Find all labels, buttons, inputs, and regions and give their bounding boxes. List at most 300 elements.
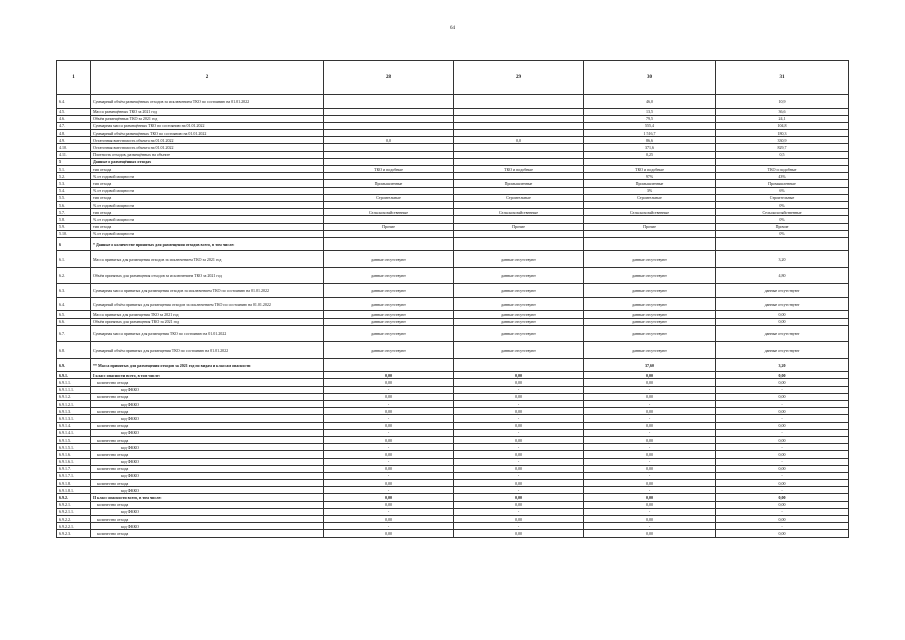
table-row	[57, 487, 849, 494]
value-cell: 97%	[584, 173, 716, 180]
value-cell	[454, 144, 584, 151]
row-number-cell: 6.4.	[57, 95, 91, 109]
value-cell: 10,9	[716, 95, 849, 109]
value-cell	[454, 122, 584, 129]
row-number-cell: 6.3.	[57, 284, 91, 298]
value-cell	[454, 237, 584, 251]
value-cell: данные отсутствуют	[454, 284, 584, 298]
row-number-cell: 4.5.	[57, 108, 91, 115]
row-number-cell: 6.7.	[57, 325, 91, 342]
value-cell: 0,5	[716, 151, 849, 158]
table-row	[57, 451, 849, 458]
value-cell: -	[324, 508, 454, 515]
row-description-cell: * Данные о количестве принятых для размещения отходов всего, в том числе:	[91, 237, 324, 251]
value-cell: 6%	[716, 187, 849, 194]
value-cell: 0,00	[584, 436, 716, 443]
value-cell: Сельскохозяйственные	[454, 209, 584, 216]
row-number-cell: 5.7.	[57, 209, 91, 216]
row-number-cell: 5.3.	[57, 180, 91, 187]
value-cell	[324, 108, 454, 115]
value-cell	[324, 95, 454, 109]
table-row	[57, 458, 849, 465]
row-description-cell: Масса принятых для размещения отходов за исключением ТКО за 2021 год	[91, 251, 324, 268]
value-cell: 0,00	[454, 516, 584, 523]
value-cell: -	[716, 487, 849, 494]
table-row	[57, 216, 849, 223]
row-number-cell: 6.1.	[57, 251, 91, 268]
table-row	[57, 386, 849, 393]
value-cell	[584, 216, 716, 223]
table-row	[57, 251, 849, 268]
value-cell	[454, 158, 584, 165]
value-cell: -	[454, 415, 584, 422]
value-cell: 0,00	[716, 530, 849, 537]
row-description-cell: код ФККО	[91, 415, 324, 422]
table-header-row	[57, 61, 849, 95]
value-cell: 3%	[584, 187, 716, 194]
value-cell: данные отсутствуют	[716, 284, 849, 298]
value-cell: 0,00	[716, 480, 849, 487]
value-cell: -	[584, 444, 716, 451]
row-description-cell: II класс опасности всего, в том числе:	[91, 494, 324, 501]
value-cell	[324, 144, 454, 151]
row-description-cell: Суммарная масса размещённых ТКО по состоянию на 01.01.2022	[91, 122, 324, 129]
value-cell: 0,00	[324, 393, 454, 400]
value-cell: -	[324, 487, 454, 494]
value-cell: данные отсутствуют	[324, 284, 454, 298]
table-row	[57, 358, 849, 372]
row-number-cell: 6.9.	[57, 358, 91, 372]
value-cell: 0%	[716, 230, 849, 237]
table-row	[57, 237, 849, 251]
row-description-cell: Объём принятых для размещения ТКО за 2021 год	[91, 318, 324, 325]
table-row	[57, 530, 849, 537]
table-row	[57, 201, 849, 208]
table-row	[57, 115, 849, 122]
row-number-cell: 5.6.	[57, 201, 91, 208]
value-cell: Сельскохозяйственные	[584, 209, 716, 216]
value-cell: 0,00	[716, 318, 849, 325]
value-cell: данные отсутствуют	[584, 325, 716, 342]
table-row	[57, 267, 849, 284]
value-cell: -	[454, 508, 584, 515]
row-number-cell: 6.6.	[57, 318, 91, 325]
row-number-cell: 6.9.1.8.1.	[57, 487, 91, 494]
row-number-cell: 6.9.1.6.	[57, 451, 91, 458]
value-cell: данные отсутствуют	[454, 267, 584, 284]
value-cell: -	[324, 401, 454, 408]
value-cell: -	[584, 508, 716, 515]
row-number-cell: 4.6.	[57, 115, 91, 122]
row-description-cell: % от годовой мощности	[91, 173, 324, 180]
value-cell	[324, 216, 454, 223]
value-cell	[324, 122, 454, 129]
value-cell: данные отсутствуют	[324, 342, 454, 359]
row-number-cell: 6.9.1.3.1.	[57, 415, 91, 422]
row-number-cell: 6.2.	[57, 267, 91, 284]
row-description-cell: тип отхода	[91, 209, 324, 216]
value-cell: данные отсутствуют	[454, 251, 584, 268]
value-cell	[454, 173, 584, 180]
row-description-cell: Масса принятых для размещения ТКО за 2021 год	[91, 311, 324, 318]
table-row	[57, 166, 849, 173]
table-row	[57, 144, 849, 151]
row-description-cell: ** Масса принятых для размещения отходов за 2021 год по видам и классам опасности	[91, 358, 324, 372]
row-number-cell: 4.8.	[57, 130, 91, 137]
table-row	[57, 429, 849, 436]
table-row	[57, 158, 849, 165]
waste-data-table	[56, 60, 849, 538]
value-cell: 0,00	[454, 530, 584, 537]
value-cell: Строительные	[454, 194, 584, 201]
value-cell: 0,00	[324, 372, 454, 379]
value-cell: данные отсутствуют	[584, 342, 716, 359]
value-cell: ТКО и подобные	[716, 166, 849, 173]
value-cell: данные отсутствуют	[584, 318, 716, 325]
value-cell: данные отсутствуют	[584, 267, 716, 284]
row-number-cell: 6.9.2.	[57, 494, 91, 501]
table-row	[57, 223, 849, 230]
row-description-cell: % от годовой мощности	[91, 187, 324, 194]
table-row	[57, 422, 849, 429]
row-description-cell: количество отхода	[91, 501, 324, 508]
table-row	[57, 151, 849, 158]
value-cell: данные отсутствуют	[716, 297, 849, 311]
value-cell: данные отсутствуют	[454, 342, 584, 359]
value-cell: -	[324, 472, 454, 479]
value-cell: 0,00	[454, 379, 584, 386]
table-row	[57, 108, 849, 115]
value-cell: 371,6	[584, 144, 716, 151]
value-cell: -	[716, 458, 849, 465]
value-cell	[454, 115, 584, 122]
value-cell: Прочие	[324, 223, 454, 230]
row-description-cell: тип отхода	[91, 180, 324, 187]
value-cell	[454, 230, 584, 237]
row-description-cell: код ФККО	[91, 508, 324, 515]
value-cell: 0,00	[584, 480, 716, 487]
row-description-cell: код ФККО	[91, 458, 324, 465]
row-description-cell: тип отхода	[91, 194, 324, 201]
value-cell: 0,00	[584, 501, 716, 508]
value-cell: -	[454, 487, 584, 494]
table-row	[57, 480, 849, 487]
row-description-cell: % от годовой мощности	[91, 230, 324, 237]
value-cell: 43%	[716, 173, 849, 180]
value-cell	[324, 237, 454, 251]
value-cell	[454, 151, 584, 158]
value-cell: -	[716, 386, 849, 393]
row-description-cell: количество отхода	[91, 516, 324, 523]
row-number-cell: 6.9.1.5.1.	[57, 444, 91, 451]
value-cell: 4,80	[716, 267, 849, 284]
value-cell: 0,00	[716, 465, 849, 472]
table-row	[57, 508, 849, 515]
row-number-cell: 6.9.1.7.	[57, 465, 91, 472]
table-row	[57, 95, 849, 109]
value-cell: -	[454, 401, 584, 408]
value-cell: ТКО и подобные	[584, 166, 716, 173]
value-cell: 0,00	[324, 480, 454, 487]
header-cell: 28	[324, 61, 454, 95]
row-number-cell: 5.8.	[57, 216, 91, 223]
value-cell: -	[324, 523, 454, 530]
value-cell: 0,00	[324, 451, 454, 458]
value-cell: 0%	[716, 216, 849, 223]
row-description-cell: Объём принятых для размещения отходов за исключением ТКО за 2021 год	[91, 267, 324, 284]
row-number-cell: 6.9.1.4.1.	[57, 429, 91, 436]
table-row	[57, 122, 849, 129]
row-description-cell: Объём размещённых ТКО за 2021 год	[91, 115, 324, 122]
value-cell: -	[454, 386, 584, 393]
value-cell: 0,00	[716, 451, 849, 458]
value-cell: 13,5	[584, 108, 716, 115]
value-cell: данные отсутствуют	[584, 297, 716, 311]
row-number-cell: 5.9.	[57, 223, 91, 230]
row-description-cell: Плотность отходов, размещённых на объекте	[91, 151, 324, 158]
value-cell: 0,00	[584, 408, 716, 415]
value-cell: 0,00	[454, 501, 584, 508]
value-cell: -	[324, 386, 454, 393]
row-description-cell: количество отхода	[91, 436, 324, 443]
value-cell: 0,00	[584, 516, 716, 523]
row-number-cell: 6.9.1.8.	[57, 480, 91, 487]
row-number-cell: 5.10.	[57, 230, 91, 237]
value-cell: 0,00	[454, 372, 584, 379]
table-row	[57, 209, 849, 216]
value-cell: 0,00	[454, 393, 584, 400]
value-cell: 0,00	[716, 516, 849, 523]
row-description-cell: код ФККО	[91, 444, 324, 451]
value-cell: -	[454, 458, 584, 465]
value-cell: 1 516,7	[584, 130, 716, 137]
value-cell: данные отсутствуют	[454, 325, 584, 342]
header-cell: 29	[454, 61, 584, 95]
header-cell: 2	[91, 61, 324, 95]
row-number-cell: 6.9.2.2.	[57, 516, 91, 523]
value-cell: 0,00	[454, 480, 584, 487]
value-cell: данные отсутствуют	[324, 267, 454, 284]
table-row	[57, 465, 849, 472]
row-number-cell: 4.9.	[57, 137, 91, 144]
value-cell: 0,00	[716, 379, 849, 386]
row-description-cell: код ФККО	[91, 523, 324, 530]
row-number-cell: 6.8.	[57, 342, 91, 359]
value-cell: -	[716, 415, 849, 422]
page-number: 64	[450, 26, 455, 31]
row-description-cell: количество отхода	[91, 530, 324, 537]
value-cell: 0,00	[584, 422, 716, 429]
value-cell: 0,00	[716, 494, 849, 501]
value-cell: 0,00	[584, 379, 716, 386]
table-row	[57, 501, 849, 508]
row-number-cell: 5.2.	[57, 173, 91, 180]
value-cell: 0,00	[324, 530, 454, 537]
value-cell	[454, 108, 584, 115]
value-cell: 0,00	[454, 465, 584, 472]
value-cell: Строительные	[584, 194, 716, 201]
value-cell: -	[716, 508, 849, 515]
value-cell: Строительные	[716, 194, 849, 201]
row-description-cell: Суммарный объём размещённых отходов за исключением ТКО по состоянию на 01.01.2022	[91, 95, 324, 109]
table-body	[57, 61, 849, 538]
value-cell: данные отсутствуют	[716, 342, 849, 359]
value-cell	[454, 216, 584, 223]
value-cell: ТКО и подобные	[454, 166, 584, 173]
row-number-cell: 6.9.1.2.1.	[57, 401, 91, 408]
value-cell: Сельскохозяйственные	[324, 209, 454, 216]
value-cell: 0,00	[454, 422, 584, 429]
row-description-cell: тип отхода	[91, 166, 324, 173]
value-cell	[454, 95, 584, 109]
value-cell: -	[716, 401, 849, 408]
row-number-cell: 6.9.2.2.1.	[57, 523, 91, 530]
value-cell: 0,0	[324, 137, 454, 144]
value-cell: -	[584, 415, 716, 422]
value-cell: -	[454, 523, 584, 530]
value-cell: 0,00	[716, 408, 849, 415]
value-cell: 829,7	[716, 144, 849, 151]
row-description-cell: количество отхода	[91, 393, 324, 400]
value-cell: 0,00	[454, 494, 584, 501]
value-cell: -	[324, 429, 454, 436]
value-cell	[584, 230, 716, 237]
value-cell: 46,0	[584, 95, 716, 109]
value-cell: 0%	[716, 201, 849, 208]
row-description-cell: код ФККО	[91, 386, 324, 393]
value-cell: данные отсутствуют	[584, 284, 716, 298]
row-number-cell: 6.9.1.	[57, 372, 91, 379]
value-cell: 0,25	[584, 151, 716, 158]
table-row	[57, 393, 849, 400]
row-number-cell: 6.9.1.7.1.	[57, 472, 91, 479]
table-row	[57, 318, 849, 325]
value-cell: 0,00	[324, 465, 454, 472]
value-cell	[716, 237, 849, 251]
table-row	[57, 137, 849, 144]
row-number-cell: 4.7.	[57, 122, 91, 129]
table-row	[57, 297, 849, 311]
value-cell: 0,00	[584, 372, 716, 379]
row-description-cell: % от годовой мощности	[91, 201, 324, 208]
row-description-cell: код ФККО	[91, 401, 324, 408]
row-number-cell: 6.9.2.1.	[57, 501, 91, 508]
value-cell: 0,00	[716, 436, 849, 443]
value-cell: данные отсутствуют	[454, 297, 584, 311]
value-cell	[454, 358, 584, 372]
row-description-cell: количество отхода	[91, 465, 324, 472]
table-row	[57, 516, 849, 523]
row-number-cell: 6	[57, 237, 91, 251]
value-cell	[584, 158, 716, 165]
value-cell: 0,00	[454, 451, 584, 458]
table-row	[57, 342, 849, 359]
header-cell: 1	[57, 61, 91, 95]
value-cell: -	[716, 429, 849, 436]
value-cell: -	[324, 458, 454, 465]
row-description-cell: код ФККО	[91, 487, 324, 494]
value-cell: Прочие	[584, 223, 716, 230]
row-number-cell: 6.9.2.3.	[57, 530, 91, 537]
value-cell	[324, 358, 454, 372]
row-description-cell: количество отхода	[91, 408, 324, 415]
row-description-cell: количество отхода	[91, 422, 324, 429]
value-cell	[324, 115, 454, 122]
row-number-cell: 5.5.	[57, 194, 91, 201]
row-number-cell: 6.9.1.4.	[57, 422, 91, 429]
value-cell: 79,5	[584, 115, 716, 122]
value-cell: данные отсутствуют	[584, 251, 716, 268]
value-cell: 0,00	[584, 530, 716, 537]
row-number-cell: 5	[57, 158, 91, 165]
value-cell: данные отсутствуют	[716, 325, 849, 342]
value-cell: 0,00	[716, 311, 849, 318]
value-cell: Прочие	[454, 223, 584, 230]
table-row	[57, 180, 849, 187]
value-cell: -	[454, 429, 584, 436]
value-cell	[324, 201, 454, 208]
value-cell: -	[584, 458, 716, 465]
value-cell: 555,4	[584, 122, 716, 129]
row-number-cell: 6.9.1.1.	[57, 379, 91, 386]
value-cell: данные отсутствуют	[324, 251, 454, 268]
value-cell: 0,00	[324, 501, 454, 508]
value-cell: -	[584, 429, 716, 436]
value-cell: 3,20	[716, 358, 849, 372]
value-cell: 0,00	[324, 422, 454, 429]
row-description-cell: код ФККО	[91, 429, 324, 436]
row-number-cell: 6.9.1.3.	[57, 408, 91, 415]
value-cell: ТКО и подобные	[324, 166, 454, 173]
table-row	[57, 379, 849, 386]
row-description-cell: Остаточная вместимость объекта на 01.01.2022	[91, 144, 324, 151]
row-description-cell: Остаточная вместимость объекта на 01.01.2022	[91, 137, 324, 144]
value-cell: Промышленные	[584, 180, 716, 187]
value-cell	[324, 130, 454, 137]
table-row	[57, 130, 849, 137]
table-row	[57, 494, 849, 501]
value-cell: 86,6	[584, 137, 716, 144]
row-description-cell: количество отхода	[91, 379, 324, 386]
value-cell: 37,60	[584, 358, 716, 372]
row-number-cell: 4.11.	[57, 151, 91, 158]
value-cell: -	[584, 386, 716, 393]
value-cell: 0,00	[324, 436, 454, 443]
value-cell: -	[716, 444, 849, 451]
value-cell: -	[584, 472, 716, 479]
value-cell: 0,00	[584, 451, 716, 458]
value-cell: данные отсутствуют	[454, 311, 584, 318]
value-cell: данные отсутствуют	[324, 297, 454, 311]
value-cell: 36,6	[716, 108, 849, 115]
value-cell: Промышленные	[716, 180, 849, 187]
value-cell: 0,0	[454, 137, 584, 144]
value-cell: 0,00	[716, 372, 849, 379]
row-description-cell: тип отхода	[91, 223, 324, 230]
row-number-cell: 6.9.1.1.1.	[57, 386, 91, 393]
table-row	[57, 523, 849, 530]
table-row	[57, 372, 849, 379]
row-number-cell: 5.1.	[57, 166, 91, 173]
value-cell: Строительные	[324, 194, 454, 201]
value-cell: -	[584, 523, 716, 530]
table-row	[57, 187, 849, 194]
value-cell: 0,00	[584, 494, 716, 501]
value-cell: 0,00	[584, 393, 716, 400]
value-cell: -	[454, 444, 584, 451]
table-row	[57, 401, 849, 408]
value-cell: Промышленные	[454, 180, 584, 187]
